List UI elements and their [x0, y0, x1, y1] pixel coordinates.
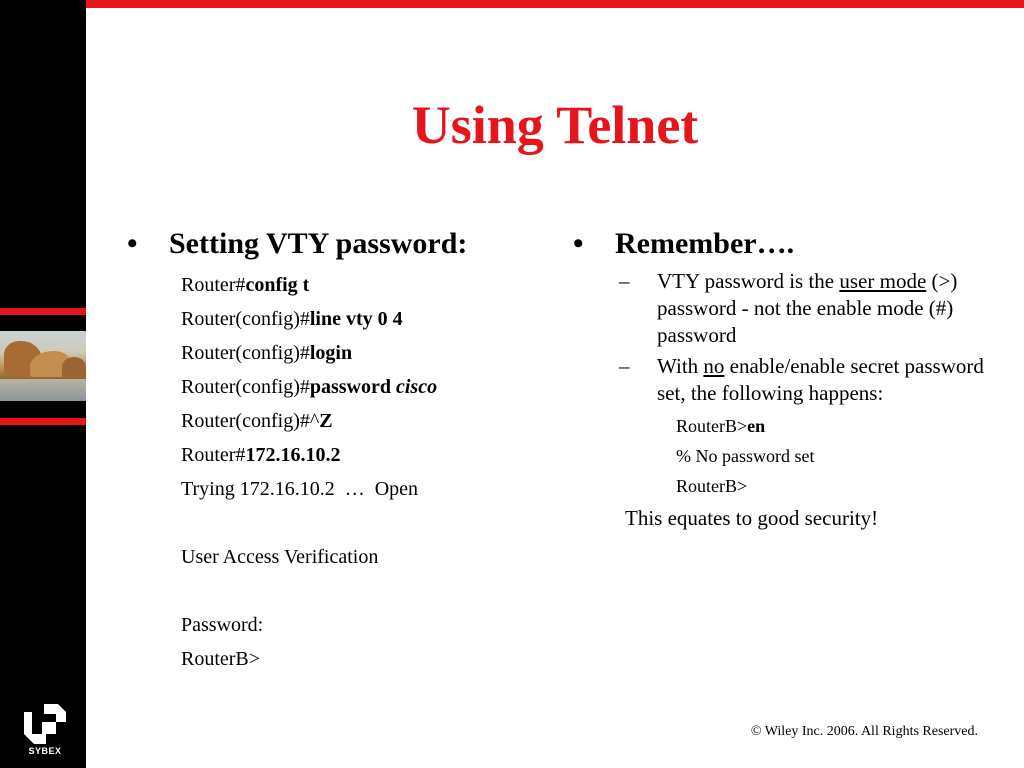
example-line: % No password set: [676, 446, 815, 466]
dash-icon: –: [619, 269, 630, 293]
sidebar-red-stripe-bottom: [0, 418, 86, 425]
example-line: RouterB>en: [676, 416, 766, 436]
command-line: Router(config)#line vty 0 4: [181, 308, 403, 330]
output-line: RouterB>: [181, 648, 261, 670]
top-accent-bar: [0, 0, 1024, 8]
sybex-logo-text: SYBEX: [28, 746, 62, 756]
example-line: RouterB>: [676, 476, 748, 496]
output-line: Password:: [181, 614, 264, 636]
left-column: [127, 226, 547, 676]
left-bullet-heading: [127, 226, 547, 262]
command-line: Router#172.16.10.2: [181, 444, 341, 466]
conclusion-text: This equates to good security!: [625, 506, 879, 530]
output-line: Trying 172.16.10.2 … Open: [181, 478, 419, 500]
command-line: Router#config t: [181, 274, 310, 296]
dash-icon: –: [619, 354, 630, 378]
sub-point-no-password: – With no enable/enable secret password set, the following happens:: [619, 354, 984, 405]
sybex-logo: [20, 700, 70, 762]
command-line: Router(config)#login: [181, 342, 353, 364]
command-line: Router(config)#password cisco: [181, 376, 438, 398]
bullet-icon: •: [573, 227, 584, 260]
sybex-logo-icon: [20, 700, 70, 746]
right-bullet-heading: [573, 226, 993, 262]
example-output: [676, 411, 993, 501]
blank-line: [181, 574, 547, 608]
blank-line: [181, 506, 547, 540]
slide-title: Using Telnet: [411, 95, 699, 155]
copyright-notice: © Wiley Inc. 2006. All Rights Reserved.: [750, 724, 978, 739]
command-line: Router(config)#^Z: [181, 410, 333, 432]
coastal-photo-thumbnail: [0, 331, 86, 401]
left-heading-text: Setting VTY password:: [169, 227, 468, 260]
right-heading-text: Remember….: [615, 227, 795, 260]
output-line: User Access Verification: [181, 546, 379, 568]
bullet-icon: •: [127, 227, 138, 260]
right-column: [573, 226, 993, 533]
sidebar-red-stripe-top: [0, 308, 86, 315]
command-lines: [181, 268, 547, 676]
sub-point-vty: – VTY password is the user mode (>) password - not the enable mode (#) password: [619, 269, 958, 347]
